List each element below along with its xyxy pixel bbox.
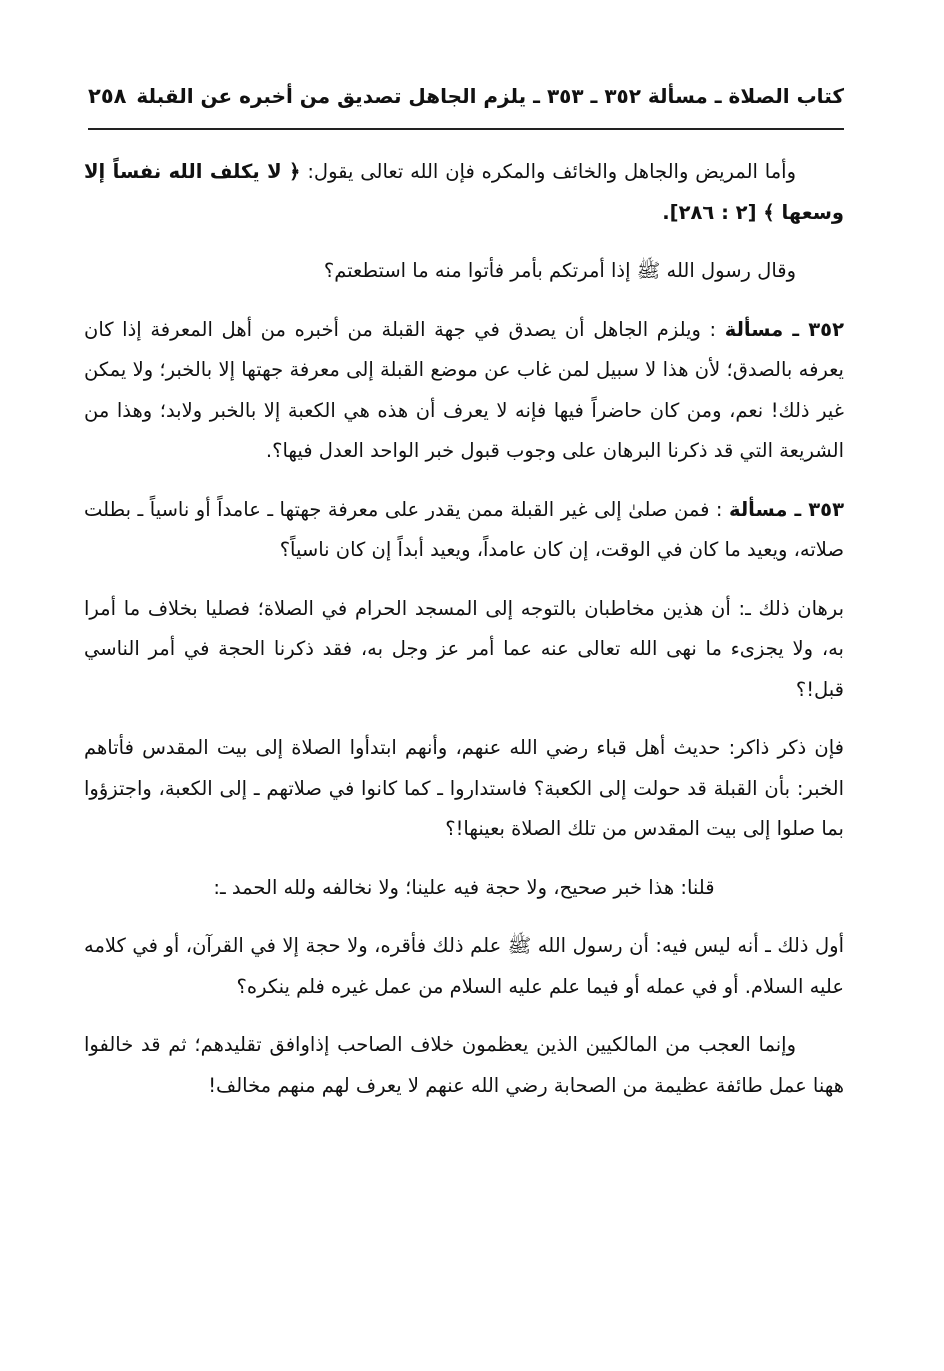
paragraph-6-text: فإن ذكر ذاكر: حديث أهل قباء رضي الله عنهم، وأنهم ابتدأوا الصلاة إلى بيت المقدس فأتاهم الخبر: بأن القبلة قد حولت إلى الكعبة؟ فاستداروا ـ كما كانوا في صلاتهم ـ إلى الكعبة، واجتزؤوا بما صلوا إلى بيت المقدس من تلك الصلاة بعينها!؟ [84,736,844,840]
paragraph-8 [84,926,844,1007]
running-header [88,72,844,124]
paragraph-7-text: قلنا: هذا خبر صحيح، ولا حجة فيه علينا؛ ولا نخالفه ولله الحمد ـ: [213,875,715,899]
paragraph-9 [84,1025,844,1106]
verse-reference: [٢ : ٢٨٦]. [662,200,764,224]
issue-352-text: : ويلزم الجاهل أن يصدق في جهة القبلة من أخبره من أهل المعرفة إذا كان يعرفه بالصدق؛ لأن هذا لا سبيل لمن غاب عن موضع القبلة إلى معرفة جهتها إلا بالخبر؛ ولا يمكن غير ذلك! نعم، ومن كان حاضراً فيها فإنه لا يعرف أن هذه هي الكعبة إلا بالخبر ولابد؛ وهذا من الشريعة التي قد ذكرنا البرهان على وجوب قبول خبر الواحد العدل فيها؟. [84,317,844,462]
paragraph-issue-353 [84,490,844,571]
header-title: كتاب الصلاة ـ مسألة ٣٥٢ ـ ٣٥٣ ـ يلزم الجاهل تصديق من أخبره عن القبلة [136,84,844,108]
paragraph-1 [84,152,844,233]
page-body [84,152,844,1124]
page-number: ٢٥٨ [88,84,127,108]
issue-352-label: ٣٥٢ ـ مسألة [724,317,844,341]
header-divider [88,128,844,130]
paragraph-issue-352 [84,310,844,472]
paragraph-6 [84,728,844,850]
paragraph-2-text: وقال رسول الله ﷺ إذا أمرتكم بأمر فأتوا منه ما استطعتم؟ [323,259,796,282]
issue-353-text: : فمن صلىٰ إلى غير القبلة ممن يقدر على معرفة جهتها ـ عامداً أو ناسياً ـ بطلت صلاته، ويعيد ما كان في الوقت، إن كان عامداً، ويعيد أبداً إن كان ناسياً؟ [84,497,844,561]
paragraph-1-text: وأما المريض والجاهل والخائف والمكره فإن الله تعالى يقول: [300,160,796,183]
paragraph-8-text: أول ذلك ـ أنه ليس فيه: أن رسول الله ﷺ علم ذلك فأقره، ولا حجة إلا في القرآن، أو في كلامه عليه السلام. أو في عمله أو فيما علم عليه السلام من عمل غيره فلم ينكره؟ [84,934,844,998]
paragraph-2 [84,251,844,292]
paragraph-9-text: وإنما العجب من المالكيين الذين يعظمون خلاف الصاحب إذاوافق تقليدهم؛ ثم قد خالفوا ههنا عمل طائفة عظيمة من الصحابة رضي الله عنهم لا يعرف لهم منهم مخالف! [84,1033,844,1097]
paragraph-5 [84,589,844,711]
issue-353-label: ٣٥٣ ـ مسألة [729,497,844,521]
quran-verse: ﴿ لا يكلف الله نفساً إلا وسعها ﴾ [84,160,844,224]
paragraph-7 [84,868,844,909]
paragraph-5-text: برهان ذلك ـ: أن هذين مخاطبان بالتوجه إلى المسجد الحرام في الصلاة؛ فصليا بخلاف ما أمرا به، ولا يجزىء ما نهى الله تعالى عنه عما أمر عز وجل به، فقد ذكرنا الحجة في أمر الناسي قبل!؟ [84,596,844,701]
